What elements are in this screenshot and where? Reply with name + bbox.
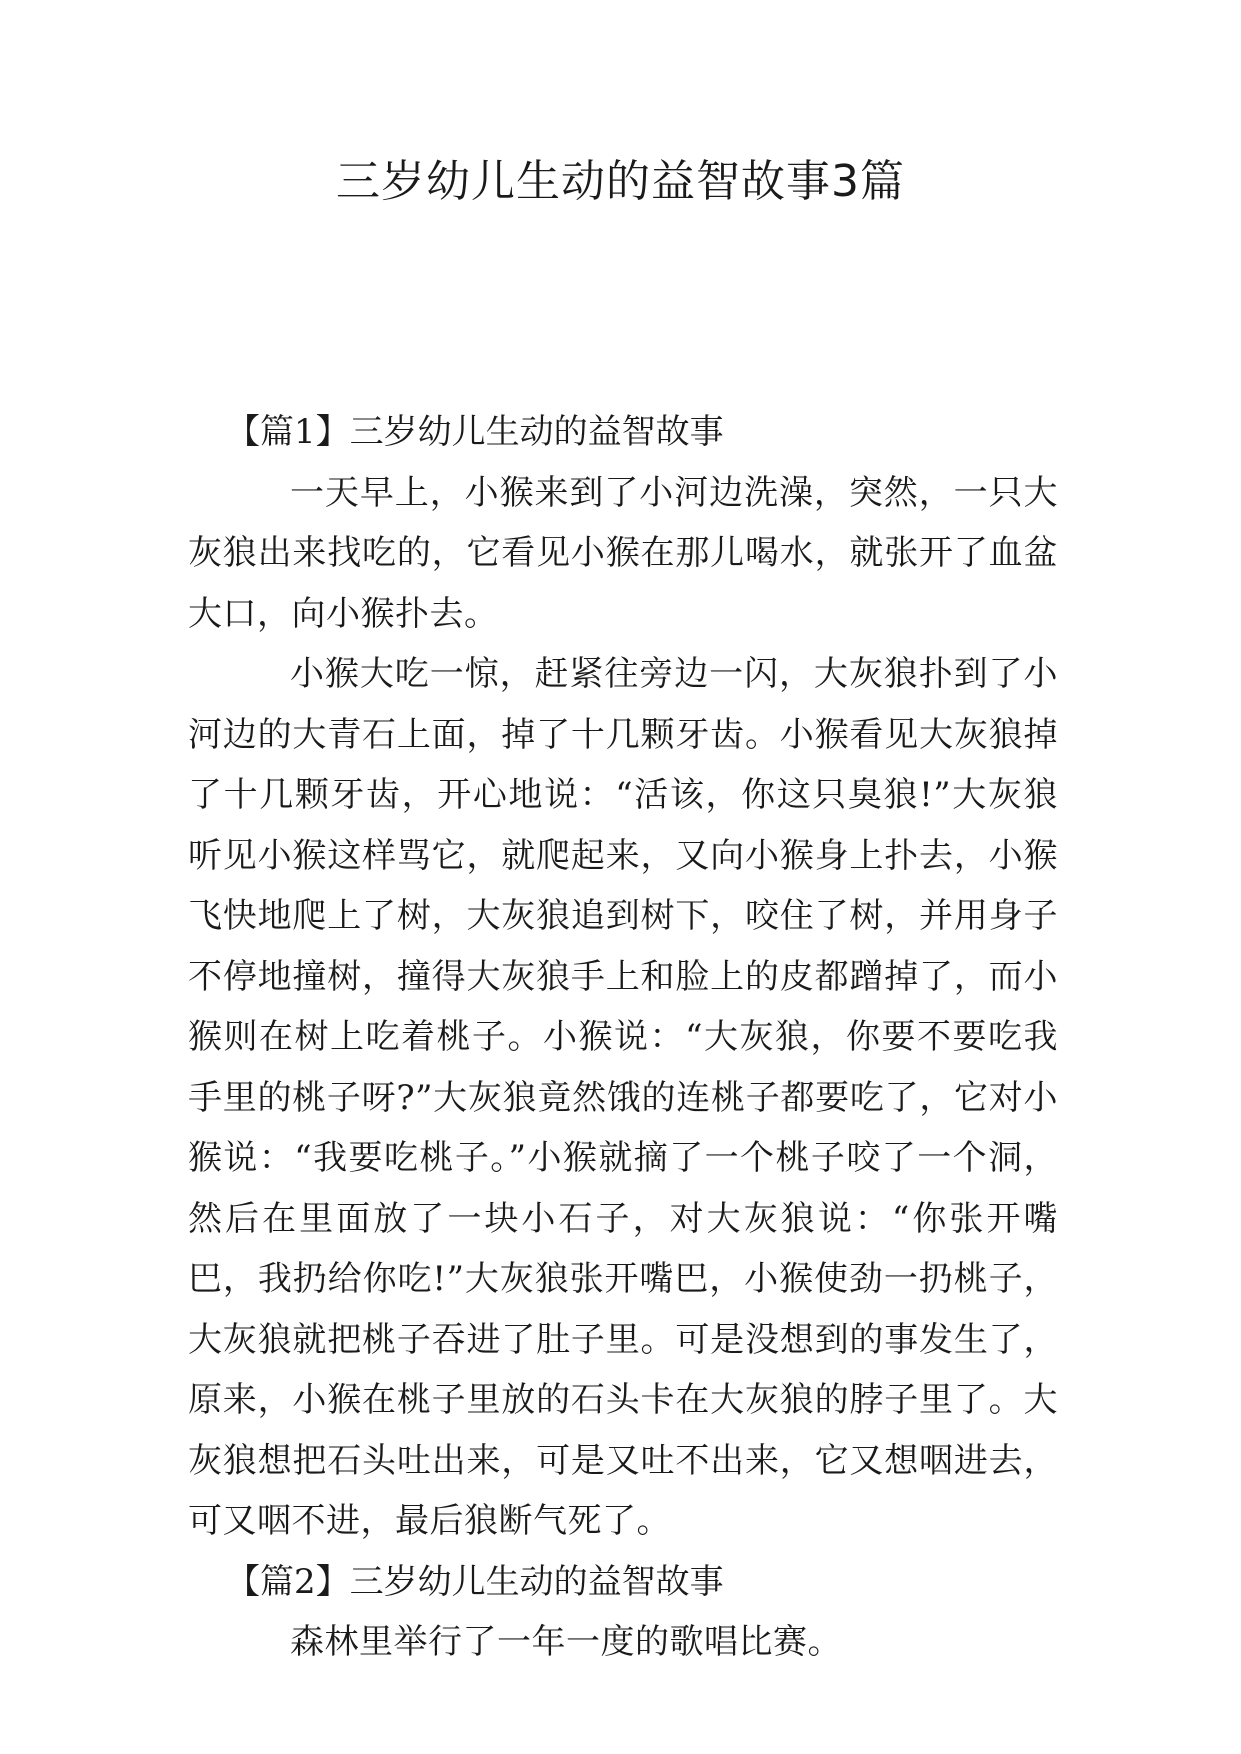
section-heading-1: 【篇1】三岁幼儿生动的益智故事	[226, 412, 724, 452]
section-1-paragraph-2: 小猴大吃一惊，赶紧往旁边一闪，大灰狼扑到了小河边的大青石上面，掉了十几颗牙齿。小猴看见大灰狼掉了十几颗牙齿，开心地说：“活该，你这只臭狼!”大灰狼听见小猴这样骂它，就爬起来，又向小猴身上扑去，小猴飞快地爬上了树，大灰狼追到树下，咬住了树，并用身子不停地撞树，撞得大灰狼手上和脸上的皮都蹭掉了，而小猴则在树上吃着桃子。小猴说：“大灰狼，你要不要吃我手里的桃子呀?”大灰狼竟然饿的连桃子都要吃了，它对小猴说：“我要吃桃子。”小猴就摘了一个桃子咬了一个洞，然后在里面放了一块小石子，对大灰狼说：“你张开嘴巴，我扔给你吃!”大灰狼张开嘴巴，小猴使劲一扔桃子，大灰狼就把桃子吞进了肚子里。可是没想到的事发生了，原来，小猴在桃子里放的石头卡在大灰狼的脖子里了。大灰狼想把石头吐出来，可是又吐不出来，它又想咽进去，可又咽不进，最后狼断气死了。	[188, 654, 1058, 1541]
section-2-paragraph-1: 森林里举行了一年一度的歌唱比赛。	[290, 1622, 842, 1662]
document-body	[188, 402, 1058, 1673]
section-heading-2: 【篇2】三岁幼儿生动的益智故事	[226, 1561, 724, 1602]
section-1-paragraph-1: 一天早上，小猴来到了小河边洗澡，突然，一只大灰狼出来找吃的，它看见小猴在那儿喝水，就张开了血盆大口，向小猴扑去。	[188, 472, 1058, 634]
document-title: 三岁幼儿生动的益智故事3篇	[336, 156, 905, 207]
